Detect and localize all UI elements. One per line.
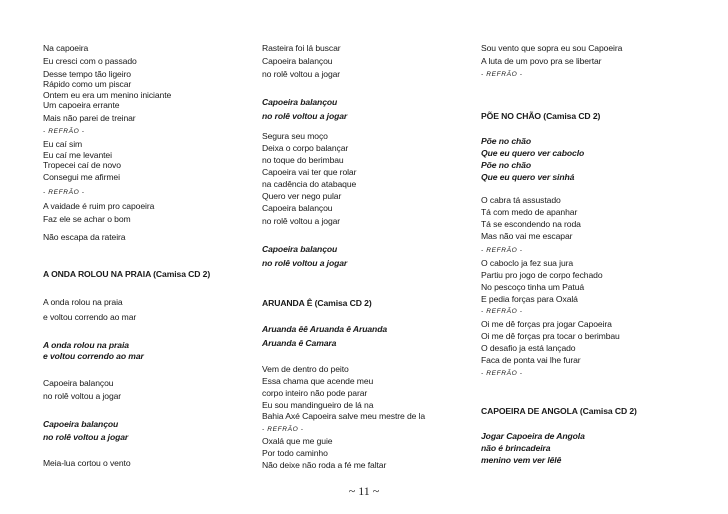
lyric-line: Mas não vai me escapar (481, 231, 573, 241)
lyric-line: A luta de um povo pra se libertar (481, 56, 602, 66)
lyric-line: O desafio ja está lançado (481, 343, 576, 353)
refrain-marker: - REFRÃO - (481, 370, 523, 377)
lyric-line: Um capoeira errante (43, 100, 120, 110)
refrain-marker: - REFRÃO - (481, 71, 523, 78)
lyric-line: Não escapa da rateira (43, 232, 126, 242)
lyric-line: Sou vento que sopra eu sou Capoeira (481, 43, 623, 53)
lyric-line: Consegui me afirmei (43, 172, 120, 182)
lyric-line: na cadência do atabaque (262, 179, 357, 189)
chorus-line: Capoeira balançou (43, 419, 119, 429)
lyric-line: Mais não parei de treinar (43, 113, 136, 123)
chorus-line: Que eu quero ver caboclo (481, 148, 585, 158)
chorus-line: Que eu quero ver sinhá (481, 172, 575, 182)
lyric-line: E pedia forças para Oxalá (481, 294, 578, 304)
lyric-line: Essa chama que acende meu (262, 376, 374, 386)
lyric-line: Na capoeira (43, 43, 89, 53)
chorus-line: menino vem ver lêlê (481, 455, 562, 465)
lyric-line: Não deixe não roda a fé me faltar (262, 460, 387, 470)
lyric-line: no rolê voltou a jogar (262, 69, 341, 79)
chorus-line: Põe no chão (481, 160, 531, 170)
lyric-line: Rápido como um piscar (43, 79, 132, 89)
lyric-line: e voltou correndo ao mar (43, 312, 137, 322)
lyric-line: Eu caí me levantei (43, 150, 112, 160)
lyric-line: Segura seu moço (262, 131, 328, 141)
chorus-line: A onda rolou na praia (43, 340, 129, 350)
lyric-line: Oi me dê forças pra tocar o berimbau (481, 331, 620, 341)
refrain-marker: - REFRÃO - (481, 247, 523, 254)
lyric-line: Tá com medo de apanhar (481, 207, 578, 217)
lyric-line: Por todo caminho (262, 448, 328, 458)
chorus-line: Capoeira balançou (262, 244, 338, 254)
refrain-marker: - REFRÃO - (481, 308, 523, 315)
lyric-line: Oxalá que me guie (262, 436, 333, 446)
lyric-line: no rolê voltou a jogar (262, 216, 341, 226)
lyric-line: Partiu pro jogo de corpo fechado (481, 270, 603, 280)
lyric-line: Faz ele se achar o bom (43, 214, 131, 224)
lyric-line: Eu caí sim (43, 139, 83, 149)
lyric-line: Tropecei caí de novo (43, 160, 121, 170)
chorus-line: Aruanda ê Camara (262, 338, 337, 348)
lyric-line: Capoeira balançou (262, 203, 333, 213)
lyric-line: A onda rolou na praia (43, 297, 123, 307)
lyric-line: O cabra tá assustado (481, 195, 561, 205)
lyric-line: Capoeira vai ter que rolar (262, 167, 357, 177)
lyric-line: Oi me dê forças pra jogar Capoeira (481, 319, 612, 329)
chorus-line: não é brincadeira (481, 443, 551, 453)
lyric-line: corpo inteiro não pode parar (262, 388, 368, 398)
refrain-marker: - REFRÃO - (262, 426, 304, 433)
lyric-line: Desse tempo tão ligeiro (43, 69, 131, 79)
song-title: ARUANDA Ê (Camisa CD 2) (262, 298, 372, 308)
chorus-line: no rolê voltou a jogar (262, 111, 348, 121)
lyric-line: O caboclo ja fez sua jura (481, 258, 574, 268)
song-title: A ONDA ROLOU NA PRAIA (Camisa CD 2) (43, 269, 211, 279)
lyric-line: Eu cresci com o passado (43, 56, 137, 66)
lyric-line: Deixa o corpo balançar (262, 143, 349, 153)
lyric-line: Capoeira balançou (43, 378, 114, 388)
lyric-line: Vem de dentro do peito (262, 364, 349, 374)
chorus-line: Jogar Capoeira de Angola (481, 431, 585, 441)
lyric-line: Tá se escondendo na roda (481, 219, 581, 229)
chorus-line: no rolê voltou a jogar (43, 432, 129, 442)
chorus-line: no rolê voltou a jogar (262, 258, 348, 268)
chorus-line: Aruanda êê Aruanda ê Aruanda (262, 324, 388, 334)
refrain-marker: - REFRÃO - (43, 189, 85, 196)
refrain-marker: - REFRÃO - (43, 128, 85, 135)
lyric-line: No pescoço tinha um Patuá (481, 282, 585, 292)
chorus-line: Põe no chão (481, 136, 531, 146)
song-title: PÕE NO CHÃO (Camisa CD 2) (481, 111, 601, 121)
page-number: ~ 11 ~ (348, 484, 380, 498)
song-title: CAPOEIRA DE ANGOLA (Camisa CD 2) (481, 406, 637, 416)
chorus-line: e voltou correndo ao mar (43, 351, 144, 361)
lyric-line: Capoeira balançou (262, 56, 333, 66)
lyric-line: A vaidade é ruim pro capoeira (43, 201, 155, 211)
chorus-line: Capoeira balançou (262, 97, 338, 107)
lyric-line: Meia-lua cortou o vento (43, 458, 131, 468)
lyric-line: Rasteira foi lá buscar (262, 43, 341, 53)
lyric-line: no toque do berimbau (262, 155, 344, 165)
lyric-line: Faca de ponta vai lhe furar (481, 355, 581, 365)
lyric-line: Bahia Axé Capoeira salve meu mestre de la (262, 411, 426, 421)
lyric-line: Quero ver nego pular (262, 191, 342, 201)
lyric-line: Eu sou mandingueiro de lá na (262, 400, 374, 410)
lyric-line: Ontem eu era um menino iniciante (43, 90, 172, 100)
lyric-line: no rolê voltou a jogar (43, 391, 122, 401)
